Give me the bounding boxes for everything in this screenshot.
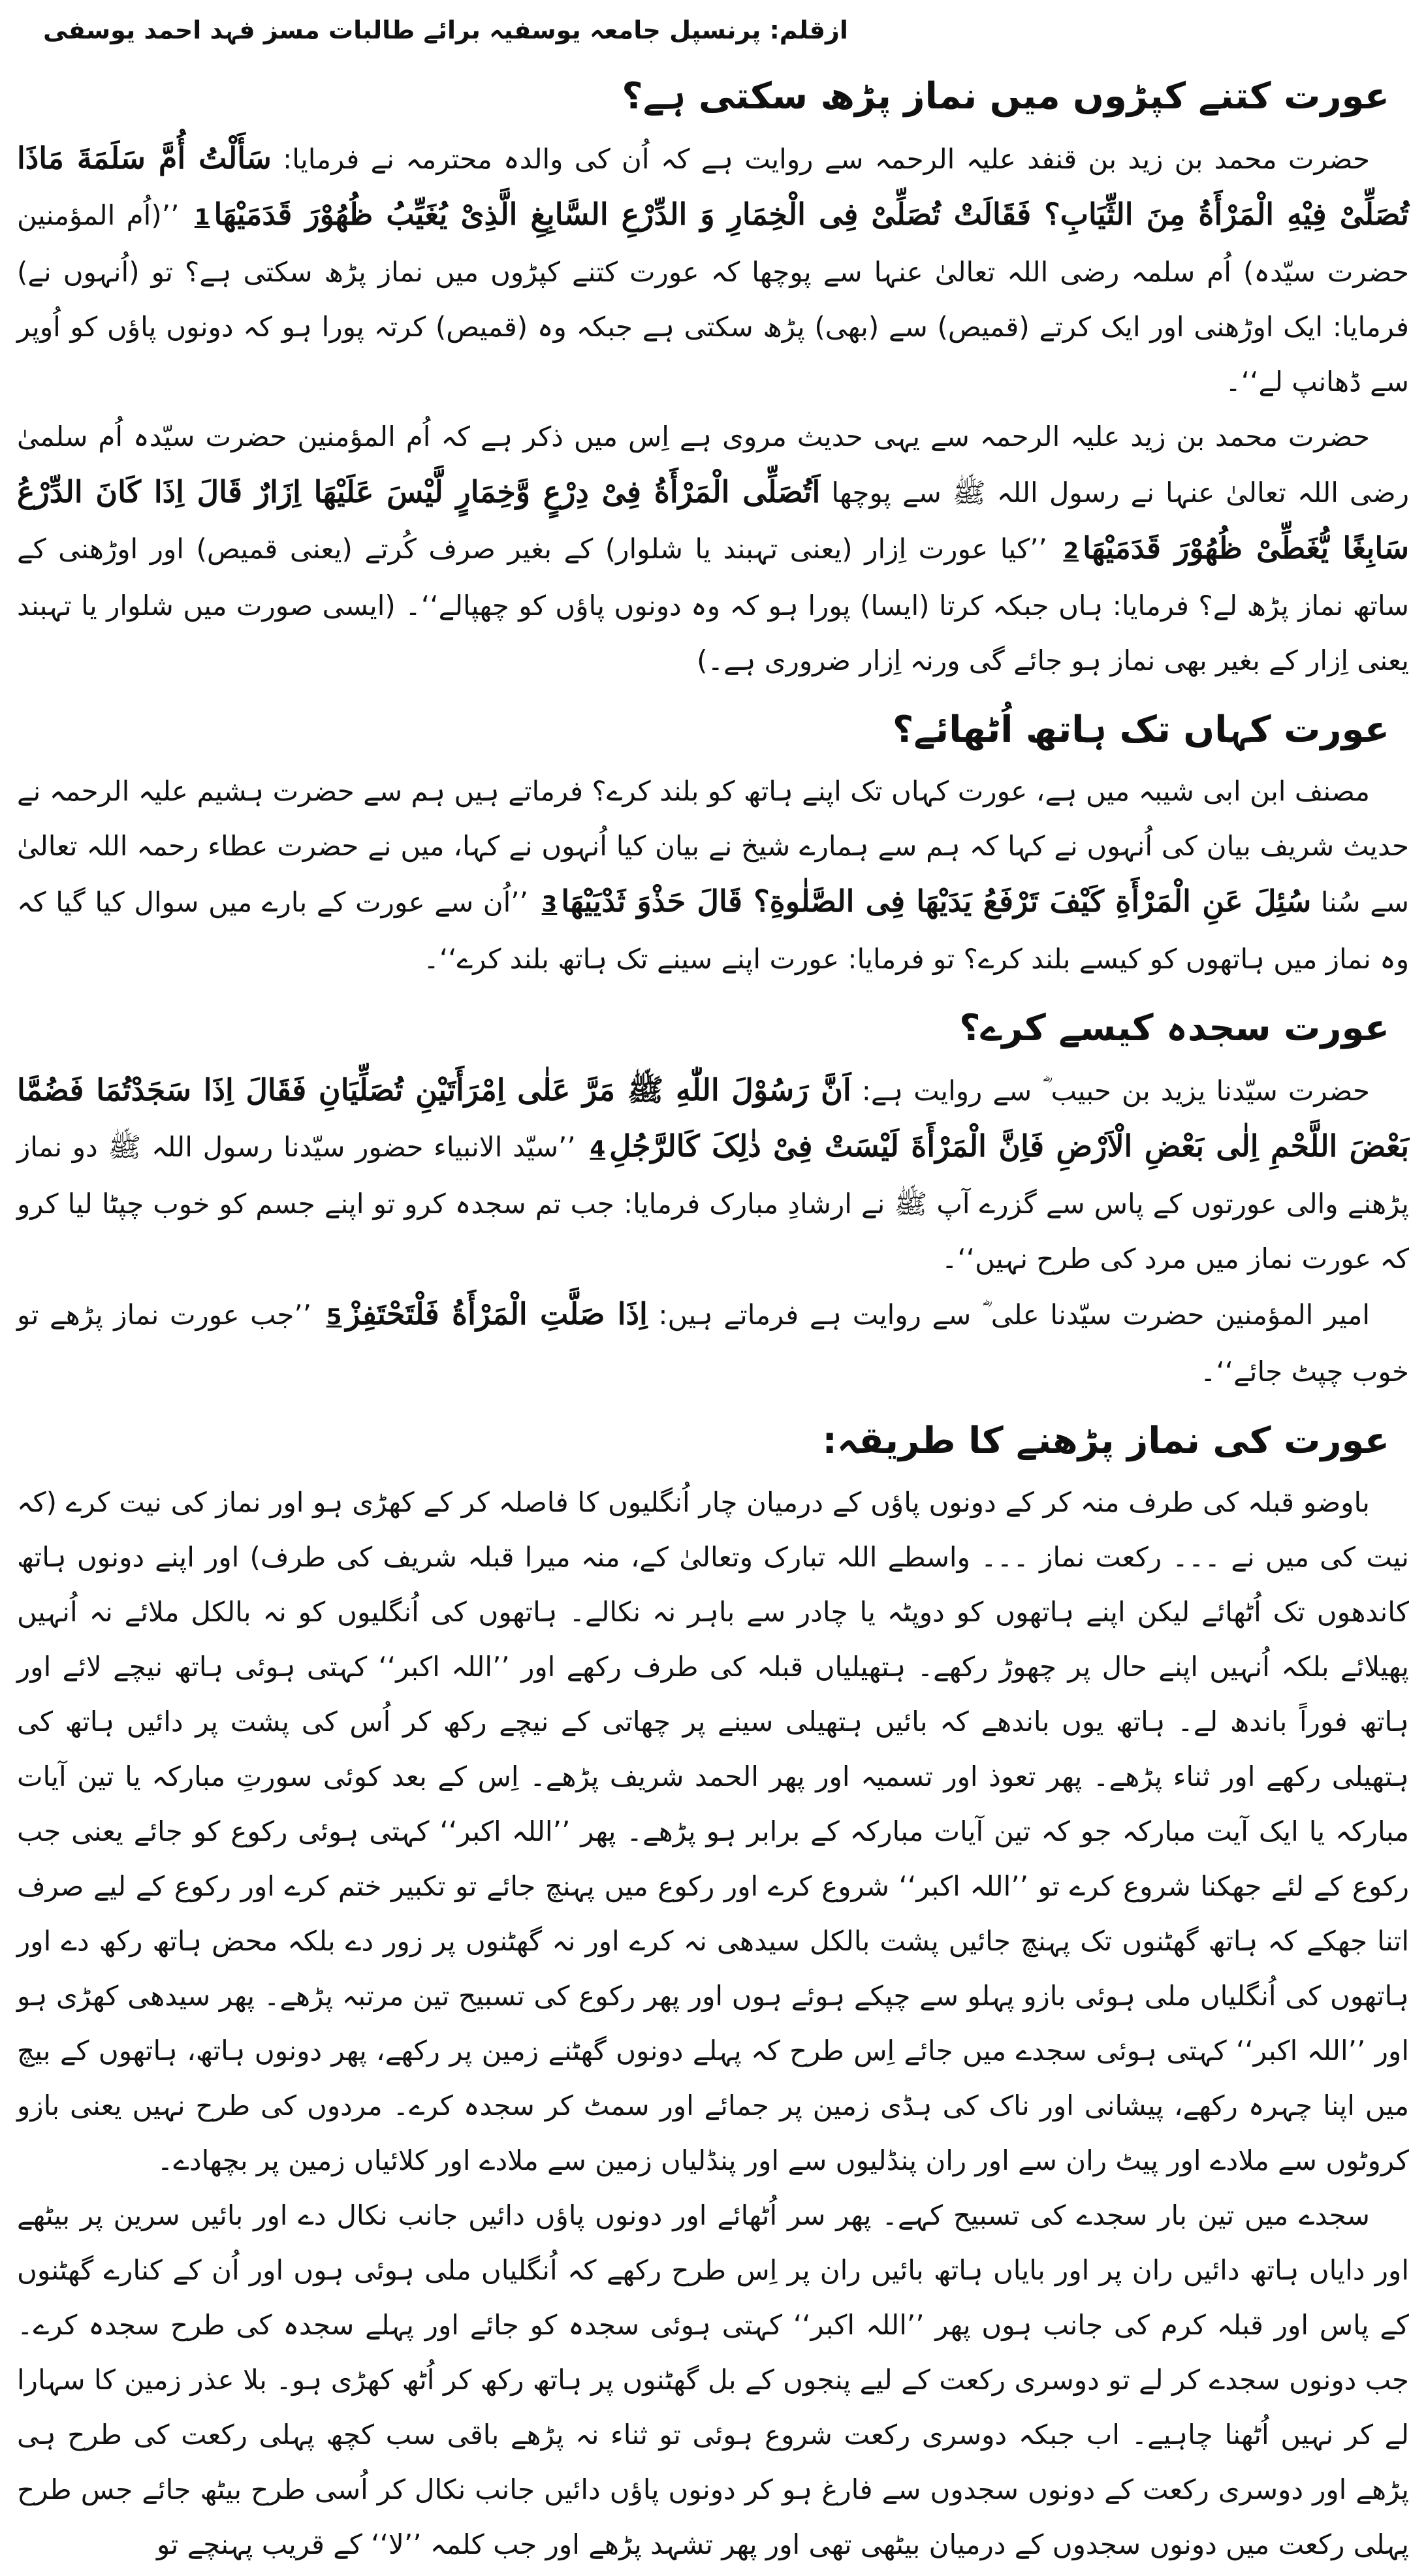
- footnote-ref: 1: [194, 204, 210, 231]
- section: [17, 997, 1409, 1399]
- arabic-quote: اَنَّ رَسُوْلَ اللّٰهِ ﷺ مَرَّ عَلٰی اِمْرَأَتَیْنِ تُصَلِّیَانِ فَقَالَ اِذَا سَجَدْتُمَا فَضُمَّا بَعْضَ اللَّحْمِ اِلٰی بَعْضِ الْاَرْضِ فَاِنَّ الْمَرْأَةَ لَیْسَتْ فِیْ ذٰلِکَ کَالرَّجُلِ: [17, 1072, 1410, 1164]
- arabic-quote: سَأَلْتُ أُمَّ سَلَمَةَ مَاذَا تُصَلِّیْ فِیْهِ الْمَرْأَةُ مِنَ الثِّیَابِ؟ فَقَالَتْ تُصَلِّیْ فِی الْخِمَارِ وَ الدِّرْعِ السَّابِغِ الَّذِیْ یُغَیِّبُ ظُهُوْرَ قَدَمَیْهَا: [17, 140, 1409, 232]
- paragraph: [17, 409, 1409, 688]
- section-heading: عورت کتنے کپڑوں میں نماز پڑھ سکتی ہے؟: [622, 75, 1389, 118]
- footnote-ref: 2: [1063, 538, 1079, 564]
- urdu-text: ’’کیا عورت اِزار (یعنی تہبند یا شلوار) کے بغیر صرف کُرتے (یعنی قمیص) اور اوڑھنی کے ساتھ نماز پڑھ لے؟ فرمایا: ہاں جبکہ کرتا (ایسا) پورا ہو کہ وہ دونوں پاؤں کو چھپالے‘‘۔ (ایسی صورت میں شلوار یا تہبند یعنی اِزار کے بغیر بھی نماز ہو جائے گی ورنہ اِزار ضروری ہے۔): [17, 533, 1409, 676]
- section: [17, 1410, 1409, 2572]
- urdu-text: امیر المؤمنین حضرت سیّدنا علی ؓ سے روایت ہے فرماتے ہیں:: [647, 1299, 1370, 1331]
- urdu-text: حضرت محمد بن زید علیہ الرحمہ سے یہی حدیث مروی ہے اِس میں ذکر ہے کہ اُم المؤمنین حضرت سیّدہ اُم سلمیٰ رضی اللہ تعالیٰ عنہا نے رسول اللہ ﷺ سے پوچھا: [17, 421, 1409, 509]
- paragraph: [17, 2188, 1409, 2572]
- section-heading: عورت سجدہ کیسے کرے؟: [959, 1007, 1389, 1049]
- author-byline: ازقلم: پرنسپل جامعہ یوسفیہ برائے طالبات مسز فہد احمد یوسفی: [43, 16, 848, 44]
- footnote-ref: 3: [541, 891, 558, 917]
- article-body: [17, 65, 1409, 2572]
- urdu-text: مصنف ابن ابی شیبہ میں ہے، عورت کہاں تک اپنے ہاتھ کو بلند کرے؟ فرماتے ہیں ہم سے حضرت ہشیم علیہ الرحمہ نے حدیث شریف بیان کی اُنہوں نے کہا کہ ہم سے ہمارے شیخ نے بیان کیا اُنہوں نے کہا، میں نے حضرت عطاء رحمہ اللہ تعالیٰ سے سُنا: [17, 775, 1409, 918]
- paragraph: [17, 1286, 1409, 1399]
- urdu-text: ’’جب عورت نماز پڑھے تو خوب چپٹ جائے‘‘۔: [17, 1299, 1409, 1388]
- footnote-ref: 5: [326, 1304, 342, 1330]
- urdu-text: حضرت محمد بن زید بن قنفد علیہ الرحمہ سے روایت ہے کہ اُن کی والدہ محترمہ نے فرمایا:: [271, 143, 1371, 175]
- urdu-text: سجدے میں تین بار سجدے کی تسبیح کہے۔ پھر سر اُٹھائے اور دونوں پاؤں دائیں جانب نکال دے اور بائیں سرین پر بیٹھے اور دایاں ہاتھ دائیں ران پر اور بایاں ہاتھ بائیں ران پر اِس طرح رکھے کہ اُنگلیاں ملی ہوئی ہوں اور اُن کے کنارے گھٹنوں کے پاس اور قبلہ کرم کی جانب ہوں پھر ’’اللہ اکبر‘‘ کہتی ہوئی سجدہ کو جائے اور پہلے سجدہ کی طرح سجدہ کرے۔ جب دونوں سجدے کر لے تو دوسری رکعت کے لیے پنجوں کے بل گھٹنوں پر ہاتھ رکھ کر اُٹھ کھڑی ہو۔ بلا عذر زمین کا سہارا لے کر نہیں اُٹھنا چاہیے۔ اب جبکہ دوسری رکعت شروع ہوئی تو ثناء نہ پڑھے باقی سب کچھ پہلی رکعت کی طرح ہی پڑھے اور دوسری رکعت کے دونوں سجدوں سے فارغ ہو کر دونوں پاؤں دائیں جانب نکال کر اُسی طرح بیٹھ جائے جس طرح پہلی رکعت میں دونوں سجدوں کے درمیان بیٹھی تھی اور پھر تشہد پڑھے اور جب کلمہ ’’لا‘‘ کے قریب پہنچے تو: [17, 2199, 1409, 2560]
- section-heading: عورت کی نماز پڑھنے کا طریقہ:: [822, 1420, 1389, 1462]
- footnote-ref: 4: [590, 1136, 606, 1162]
- urdu-text: حضرت سیّدنا یزید بن حبیب ؓ سے روایت ہے:: [851, 1075, 1370, 1107]
- section: [17, 65, 1409, 688]
- arabic-quote: اَتُصَلِّی الْمَرْأَةُ فِیْ دِرْعٍ وَّخِمَارٍ لَّیْسَ عَلَیْهَا اِزَارٌ قَالَ اِذَا کَانَ الدِّرْعُ سَابِغًا یُّغَطِّیْ ظُهُوْرَ قَدَمَیْهَا: [17, 474, 1409, 565]
- paragraph: [17, 1062, 1409, 1286]
- paragraph: [17, 131, 1409, 409]
- arabic-quote: اِذَا صَلَّتِ الْمَرْأَةُ فَلْتَحْتَفِزْ: [345, 1296, 648, 1331]
- paragraph: [17, 1475, 1409, 2188]
- paragraph: [17, 764, 1409, 987]
- section: [17, 699, 1409, 987]
- urdu-text: ’’(اُم المؤمنین حضرت سیّدہ) اُم سلمہ رضی اللہ تعالیٰ عنہا سے پوچھا کہ عورت کتنے کپڑوں میں نماز پڑھ سکتی ہے؟ تو (اُنہوں نے) فرمایا: ایک اوڑھنی اور ایک کرتے (قمیص) سے (بھی) پڑھ سکتی ہے جبکہ وہ (قمیص) کرتہ پورا ہو کہ دونوں پاؤں کو اُوپر سے ڈھانپ لے‘‘۔: [17, 199, 1409, 398]
- urdu-text: ’’سیّد الانبیاء حضور سیّدنا رسول اللہ ﷺ دو نماز پڑھنے والی عورتوں کے پاس سے گزرے آپ ﷺ نے ارشادِ مبارک فرمایا: جب تم سجدہ کرو تو اپنے جسم کو خوب چپٹا لیا کرو کہ عورت نماز میں مرد کی طرح نہیں‘‘۔: [17, 1131, 1409, 1275]
- urdu-text: باوضو قبلہ کی طرف منہ کر کے دونوں پاؤں کے درمیان چار اُنگلیوں کا فاصلہ کر کے کھڑی ہو اور نماز کی نیت کرے (کہ نیت کی میں نے ۔۔۔ رکعت نماز ۔۔۔ واسطے اللہ تبارک وتعالیٰ کے، منہ میرا قبلہ شریف کی طرف) اور اپنے دونوں ہاتھ کاندھوں تک اُٹھائے لیکن اپنے ہاتھوں کو دوپٹہ یا چادر سے باہر نہ نکالے۔ ہاتھوں کی اُنگلیوں کو نہ بالکل ملائے نہ اُنہیں پھیلائے بلکہ اُنہیں اپنے حال پر چھوڑ رکھے۔ ہتھیلیاں قبلہ کی طرف رکھے اور ’’اللہ اکبر‘‘ کہتی ہوئی ہاتھ نیچے لائے اور ہاتھ فوراً باندھ لے۔ ہاتھ یوں باندھے کہ بائیں ہتھیلی سینے پر چھاتی کے نیچے رکھ کر اُس کی پشت پر دائیں ہاتھ کی ہتھیلی رکھے اور ثناء پڑھے۔ پھر تعوذ اور تسمیہ اور پھر الحمد شریف پڑھے۔ اِس کے بعد کوئی سورتِ مبارکہ یا تین آیات مبارکہ یا ایک آیت مبارکہ جو کہ تین آیات مبارکہ کے برابر ہو پڑھے۔ پھر ’’اللہ اکبر‘‘ کہتی ہوئی رکوع کو جائے یعنی جب رکوع کے لئے جھکنا شروع کرے تو ’’اللہ اکبر‘‘ شروع کرے اور رکوع میں پہنچ جائے تو تکبیر ختم کرے اور رکوع کے لیے صرف اتنا جھکے کہ ہاتھ گھٹنوں تک پہنچ جائیں پشت بالکل سیدھی نہ کرے اور نہ گھٹنوں پر زور دے بلکہ محض ہاتھ رکھ دے اور ہاتھوں کی اُنگلیاں ملی ہوئی بازو پہلو سے چپکے ہوئے ہوں اور پھر رکوع کی تسبیح تین مرتبہ پڑھے۔ پھر سیدھی کھڑی ہو اور ’’اللہ اکبر‘‘ کہتی ہوئی سجدے میں جائے اِس طرح کہ پہلے دونوں گھٹنے زمین پر رکھے، پھر دونوں ہاتھ، ہاتھوں کے بیچ میں اپنا چہرہ رکھے، پیشانی اور ناک کی ہڈی زمین پر جمائے اور سمٹ کر سجدہ کرے۔ مردوں کی طرح نہیں یعنی بازو کروٹوں سے ملادے اور پیٹ ران سے اور ران پنڈلیوں سے اور پنڈلیاں زمین سے ملادے اور کلائیاں زمین پر بچھادے۔: [17, 1486, 1409, 2176]
- urdu-text: ’’اُن سے عورت کے بارے میں سوال کیا گیا کہ وہ نماز میں ہاتھوں کو کیسے بلند کرے؟ تو فرمایا: عورت اپنے سینے تک ہاتھ بلند کرے‘‘۔: [17, 886, 1409, 975]
- section-heading: عورت کہاں تک ہاتھ اُٹھائے؟: [892, 708, 1389, 751]
- arabic-quote: سُئِلَ عَنِ الْمَرْأَةِ کَیْفَ تَرْفَعُ یَدَیْهَا فِی الصَّلٰوةِ؟ قَالَ حَذْوَ ثَدْیَیْهَا: [561, 883, 1312, 919]
